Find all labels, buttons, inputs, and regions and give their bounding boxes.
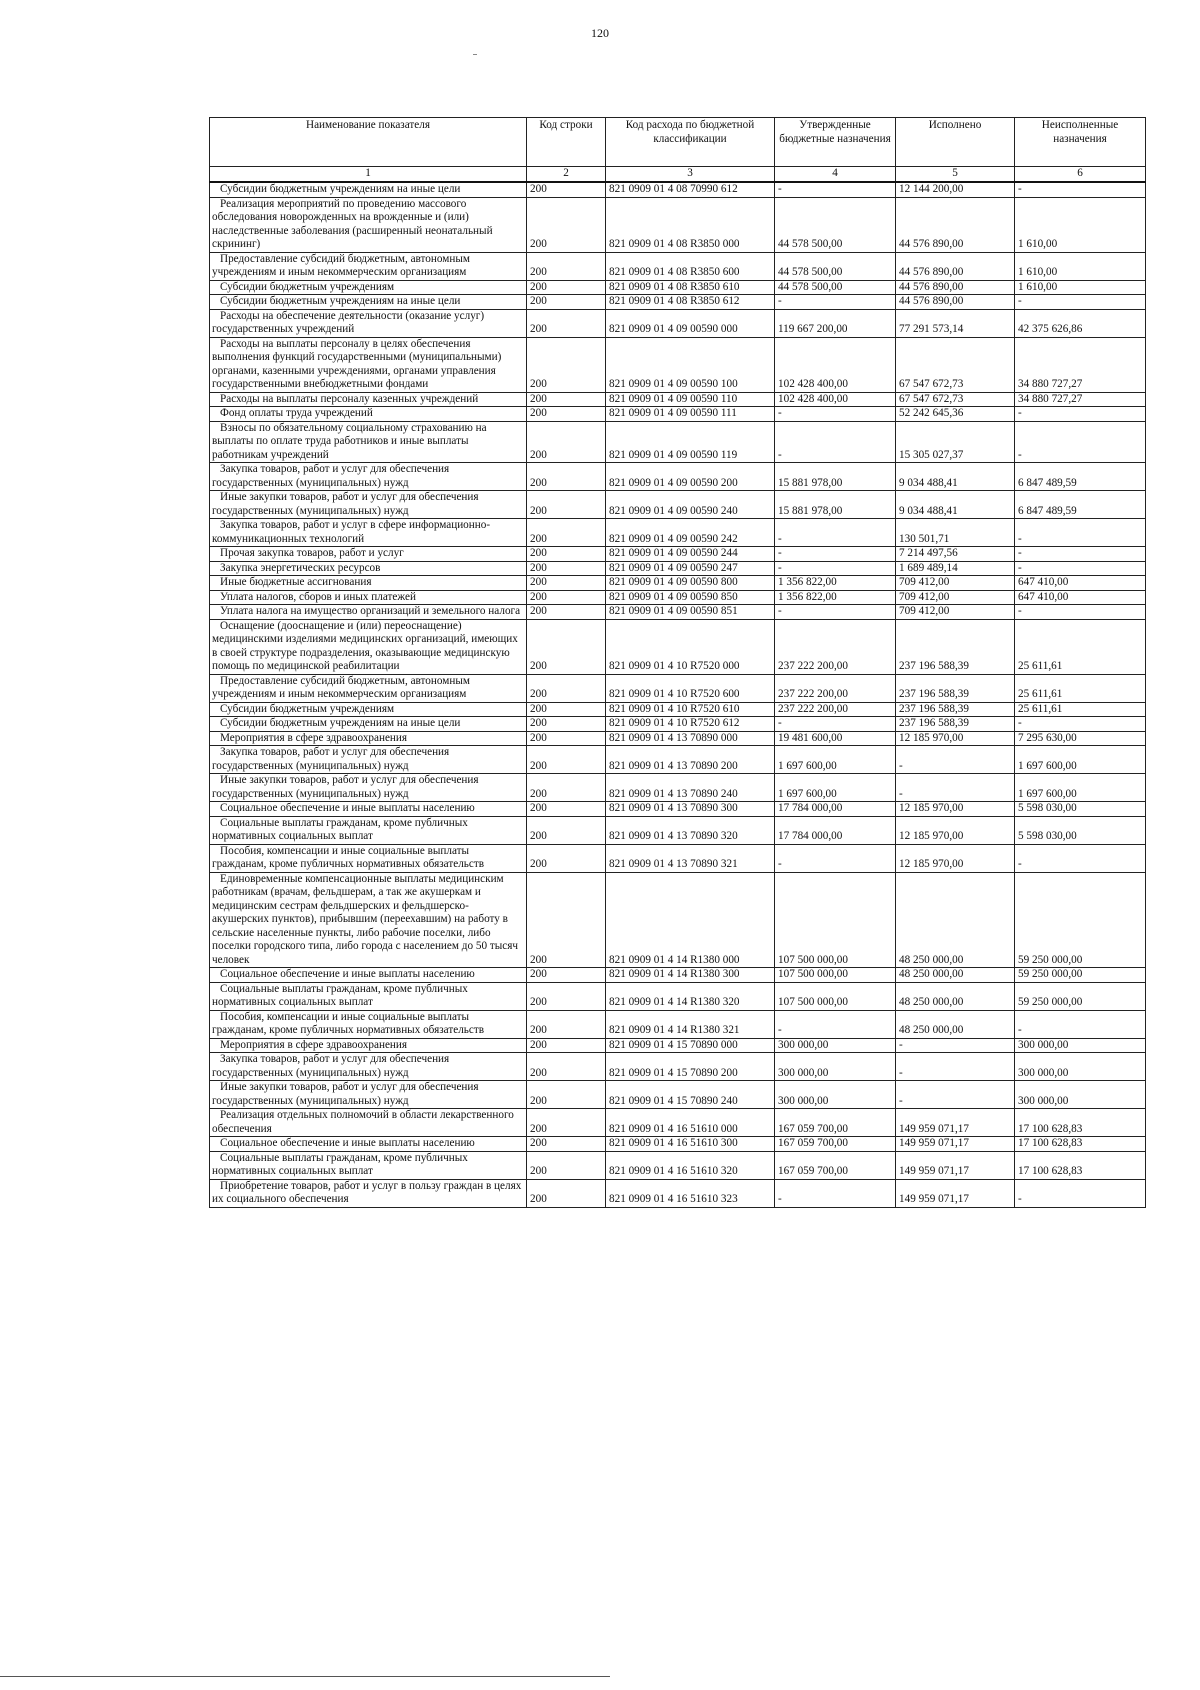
line-code-cell: 200	[527, 252, 606, 280]
executed-cell: 1 689 489,14	[896, 561, 1015, 576]
unexecuted-cell: 5 598 030,00	[1015, 816, 1146, 844]
line-code-cell: 200	[527, 1038, 606, 1053]
unexecuted-cell: 25 611,61	[1015, 702, 1146, 717]
expense-code-cell: 821 0909 01 4 09 00590 850	[606, 590, 775, 605]
line-code-cell: 200	[527, 519, 606, 547]
line-code-cell: 200	[527, 1053, 606, 1081]
table-row	[210, 717, 1146, 732]
approved-cell: -	[775, 717, 896, 732]
approved-cell: 237 222 200,00	[775, 674, 896, 702]
expense-code-cell: 821 0909 01 4 13 70890 321	[606, 844, 775, 872]
line-code-cell: 200	[527, 702, 606, 717]
expense-code-cell: 821 0909 01 4 15 70890 240	[606, 1081, 775, 1109]
table-row	[210, 605, 1146, 620]
indicator-name-cell: Предоставление субсидий бюджетным, автономным учреждениям и иным некоммерческим организациям	[210, 252, 527, 280]
unexecuted-cell: 17 100 628,83	[1015, 1137, 1146, 1152]
executed-cell: 67 547 672,73	[896, 392, 1015, 407]
approved-cell: 1 697 600,00	[775, 774, 896, 802]
approved-cell: 119 667 200,00	[775, 309, 896, 337]
table-row	[210, 1151, 1146, 1179]
table-row	[210, 519, 1146, 547]
expense-code-cell: 821 0909 01 4 09 00590 100	[606, 337, 775, 392]
table-row	[210, 407, 1146, 422]
executed-cell: 149 959 071,17	[896, 1109, 1015, 1137]
column-number: 6	[1015, 167, 1146, 183]
executed-cell: -	[896, 746, 1015, 774]
expense-code-cell: 821 0909 01 4 10 R7520 612	[606, 717, 775, 732]
indicator-name-cell: Закупка товаров, работ и услуг в сфере информационно-коммуникационных технологий	[210, 519, 527, 547]
executed-cell: 149 959 071,17	[896, 1137, 1015, 1152]
table-row	[210, 816, 1146, 844]
line-code-cell: 200	[527, 421, 606, 463]
approved-cell: 167 059 700,00	[775, 1151, 896, 1179]
indicator-name-cell: Иные закупки товаров, работ и услуг для обеспечения государственных (муниципальных) нужд	[210, 1081, 527, 1109]
approved-cell: 237 222 200,00	[775, 619, 896, 674]
approved-cell: 17 784 000,00	[775, 816, 896, 844]
column-number: 4	[775, 167, 896, 183]
line-code-cell: 200	[527, 337, 606, 392]
approved-cell: 300 000,00	[775, 1053, 896, 1081]
unexecuted-cell: 300 000,00	[1015, 1038, 1146, 1053]
indicator-name-cell: Социальные выплаты гражданам, кроме публичных нормативных социальных выплат	[210, 1151, 527, 1179]
table-row	[210, 392, 1146, 407]
expense-code-cell: 821 0909 01 4 08 70990 612	[606, 182, 775, 197]
line-code-cell: 200	[527, 717, 606, 732]
indicator-name-cell: Закупка товаров, работ и услуг для обеспечения государственных (муниципальных) нужд	[210, 1053, 527, 1081]
expense-code-cell: 821 0909 01 4 10 R7520 600	[606, 674, 775, 702]
indicator-name-cell: Мероприятия в сфере здравоохранения	[210, 1038, 527, 1053]
executed-cell: 7 214 497,56	[896, 547, 1015, 562]
expense-code-cell: 821 0909 01 4 10 R7520 000	[606, 619, 775, 674]
scan-mark	[473, 54, 477, 55]
unexecuted-cell: -	[1015, 561, 1146, 576]
line-code-cell: 200	[527, 774, 606, 802]
unexecuted-cell: -	[1015, 1010, 1146, 1038]
indicator-name-cell: Пособия, компенсации и иные социальные выплаты гражданам, кроме публичных нормативных обязательств	[210, 1010, 527, 1038]
executed-cell: 48 250 000,00	[896, 872, 1015, 968]
approved-cell: -	[775, 295, 896, 310]
expense-code-cell: 821 0909 01 4 13 70890 300	[606, 802, 775, 817]
table-row	[210, 674, 1146, 702]
approved-cell: 102 428 400,00	[775, 337, 896, 392]
line-code-cell: 200	[527, 844, 606, 872]
column-number: 1	[210, 167, 527, 183]
line-code-cell: 200	[527, 392, 606, 407]
unexecuted-cell: 7 295 630,00	[1015, 731, 1146, 746]
indicator-name-cell: Приобретение товаров, работ и услуг в пользу граждан в целях их социального обеспечения	[210, 1179, 527, 1207]
bottom-rule	[0, 1676, 610, 1677]
line-code-cell: 200	[527, 674, 606, 702]
expense-code-cell: 821 0909 01 4 09 00590 119	[606, 421, 775, 463]
unexecuted-cell: -	[1015, 182, 1146, 197]
line-code-cell: 200	[527, 463, 606, 491]
table-row	[210, 309, 1146, 337]
table-row	[210, 982, 1146, 1010]
executed-cell: 12 185 970,00	[896, 844, 1015, 872]
expense-code-cell: 821 0909 01 4 09 00590 247	[606, 561, 775, 576]
indicator-name-cell: Закупка энергетических ресурсов	[210, 561, 527, 576]
expense-code-cell: 821 0909 01 4 08 R3850 610	[606, 280, 775, 295]
unexecuted-cell: 6 847 489,59	[1015, 491, 1146, 519]
executed-cell: 237 196 588,39	[896, 717, 1015, 732]
table-row	[210, 1010, 1146, 1038]
unexecuted-cell: -	[1015, 407, 1146, 422]
line-code-cell: 200	[527, 491, 606, 519]
unexecuted-cell: 1 610,00	[1015, 280, 1146, 295]
indicator-name-cell: Субсидии бюджетным учреждениям на иные цели	[210, 295, 527, 310]
expense-code-cell: 821 0909 01 4 16 51610 300	[606, 1137, 775, 1152]
expense-code-cell: 821 0909 01 4 09 00590 244	[606, 547, 775, 562]
expense-code-cell: 821 0909 01 4 14 R1380 321	[606, 1010, 775, 1038]
unexecuted-cell: -	[1015, 1179, 1146, 1207]
unexecuted-cell: 59 250 000,00	[1015, 982, 1146, 1010]
table-row	[210, 844, 1146, 872]
expense-code-cell: 821 0909 01 4 15 70890 200	[606, 1053, 775, 1081]
indicator-name-cell: Социальные выплаты гражданам, кроме публичных нормативных социальных выплат	[210, 982, 527, 1010]
table-row	[210, 802, 1146, 817]
approved-cell: 102 428 400,00	[775, 392, 896, 407]
indicator-name-cell: Прочая закупка товаров, работ и услуг	[210, 547, 527, 562]
executed-cell: 67 547 672,73	[896, 337, 1015, 392]
unexecuted-cell: 300 000,00	[1015, 1081, 1146, 1109]
line-code-cell: 200	[527, 1109, 606, 1137]
header-unexecuted: Неисполненные назначения	[1015, 118, 1146, 167]
approved-cell: -	[775, 1010, 896, 1038]
approved-cell: 107 500 000,00	[775, 982, 896, 1010]
indicator-name-cell: Расходы на выплаты персоналу в целях обеспечения выполнения функций государственными (муниципальными) органами, казенными учреждениями, органами управления государственными внебюджетными фондами	[210, 337, 527, 392]
table-row	[210, 421, 1146, 463]
table-row	[210, 576, 1146, 591]
unexecuted-cell: 34 880 727,27	[1015, 392, 1146, 407]
line-code-cell: 200	[527, 968, 606, 983]
indicator-name-cell: Взносы по обязательному социальному страхованию на выплаты по оплате труда работников и иные выплаты работникам учреждений	[210, 421, 527, 463]
indicator-name-cell: Реализация отдельных полномочий в области лекарственного обеспечения	[210, 1109, 527, 1137]
column-number: 5	[896, 167, 1015, 183]
executed-cell: 12 185 970,00	[896, 802, 1015, 817]
header-line-code: Код строки	[527, 118, 606, 167]
executed-cell: 48 250 000,00	[896, 982, 1015, 1010]
expense-code-cell: 821 0909 01 4 09 00590 110	[606, 392, 775, 407]
header-row	[210, 118, 1146, 167]
column-number: 2	[527, 167, 606, 183]
executed-cell: -	[896, 1081, 1015, 1109]
expense-code-cell: 821 0909 01 4 08 R3850 600	[606, 252, 775, 280]
line-code-cell: 200	[527, 872, 606, 968]
executed-cell: 9 034 488,41	[896, 463, 1015, 491]
executed-cell: -	[896, 1038, 1015, 1053]
approved-cell: -	[775, 182, 896, 197]
unexecuted-cell: 42 375 626,86	[1015, 309, 1146, 337]
table-row	[210, 1081, 1146, 1109]
header-approved: Утвержденные бюджетные назначения	[775, 118, 896, 167]
table-row	[210, 774, 1146, 802]
line-code-cell: 200	[527, 547, 606, 562]
executed-cell: 48 250 000,00	[896, 968, 1015, 983]
expense-code-cell: 821 0909 01 4 16 51610 320	[606, 1151, 775, 1179]
indicator-name-cell: Пособия, компенсации и иные социальные выплаты гражданам, кроме публичных нормативных обязательств	[210, 844, 527, 872]
expense-code-cell: 821 0909 01 4 13 70890 000	[606, 731, 775, 746]
executed-cell: 130 501,71	[896, 519, 1015, 547]
line-code-cell: 200	[527, 309, 606, 337]
line-code-cell: 200	[527, 280, 606, 295]
indicator-name-cell: Фонд оплаты труда учреждений	[210, 407, 527, 422]
indicator-name-cell: Реализация мероприятий по проведению массового обследования новорожденных на врожденные и (или) наследственные заболевания (расширенный неонатальный скрининг)	[210, 197, 527, 252]
table-row	[210, 1109, 1146, 1137]
executed-cell: 44 576 890,00	[896, 280, 1015, 295]
approved-cell: 44 578 500,00	[775, 197, 896, 252]
approved-cell: -	[775, 561, 896, 576]
line-code-cell: 200	[527, 605, 606, 620]
approved-cell: 300 000,00	[775, 1081, 896, 1109]
approved-cell: -	[775, 519, 896, 547]
unexecuted-cell: 17 100 628,83	[1015, 1109, 1146, 1137]
unexecuted-cell: 59 250 000,00	[1015, 872, 1146, 968]
expense-code-cell: 821 0909 01 4 09 00590 111	[606, 407, 775, 422]
expense-code-cell: 821 0909 01 4 09 00590 800	[606, 576, 775, 591]
table-row	[210, 1038, 1146, 1053]
table-row	[210, 619, 1146, 674]
table-row	[210, 968, 1146, 983]
header-executed: Исполнено	[896, 118, 1015, 167]
unexecuted-cell: 647 410,00	[1015, 576, 1146, 591]
indicator-name-cell: Субсидии бюджетным учреждениям на иные цели	[210, 182, 527, 197]
expense-code-cell: 821 0909 01 4 09 00590 240	[606, 491, 775, 519]
unexecuted-cell: 17 100 628,83	[1015, 1151, 1146, 1179]
line-code-cell: 200	[527, 182, 606, 197]
approved-cell: 300 000,00	[775, 1038, 896, 1053]
table-row	[210, 561, 1146, 576]
executed-cell: 12 185 970,00	[896, 816, 1015, 844]
page-number: 120	[591, 26, 609, 40]
unexecuted-cell: 1 610,00	[1015, 252, 1146, 280]
executed-cell: 12 144 200,00	[896, 182, 1015, 197]
approved-cell: -	[775, 407, 896, 422]
table-row	[210, 295, 1146, 310]
indicator-name-cell: Уплата налога на имущество организаций и земельного налога	[210, 605, 527, 620]
approved-cell: 15 881 978,00	[775, 463, 896, 491]
approved-cell: 44 578 500,00	[775, 280, 896, 295]
executed-cell: 709 412,00	[896, 590, 1015, 605]
unexecuted-cell: -	[1015, 844, 1146, 872]
executed-cell: 9 034 488,41	[896, 491, 1015, 519]
indicator-name-cell: Расходы на выплаты персоналу казенных учреждений	[210, 392, 527, 407]
executed-cell: 15 305 027,37	[896, 421, 1015, 463]
unexecuted-cell: 1 697 600,00	[1015, 746, 1146, 774]
approved-cell: 167 059 700,00	[775, 1109, 896, 1137]
indicator-name-cell: Субсидии бюджетным учреждениям на иные цели	[210, 717, 527, 732]
executed-cell: 44 576 890,00	[896, 197, 1015, 252]
line-code-cell: 200	[527, 816, 606, 844]
unexecuted-cell: 1 610,00	[1015, 197, 1146, 252]
budget-execution-table	[209, 117, 1146, 1208]
table-row	[210, 252, 1146, 280]
expense-code-cell: 821 0909 01 4 14 R1380 000	[606, 872, 775, 968]
unexecuted-cell: 300 000,00	[1015, 1053, 1146, 1081]
approved-cell: 237 222 200,00	[775, 702, 896, 717]
executed-cell: 44 576 890,00	[896, 252, 1015, 280]
line-code-cell: 200	[527, 590, 606, 605]
indicator-name-cell: Социальные выплаты гражданам, кроме публичных нормативных социальных выплат	[210, 816, 527, 844]
table-row	[210, 746, 1146, 774]
approved-cell: 15 881 978,00	[775, 491, 896, 519]
indicator-name-cell: Единовременные компенсационные выплаты медицинским работникам (врачам, фельдшерам, а так же акушеркам и медицинским сестрам фельдшерских и фельдшерско-акушерских пунктов), прибывшим (переехавшим) на работу в сельские населенные пункты, либо рабочие поселки, либо поселки городского типа, либо города с населением до 50 тысяч человек	[210, 872, 527, 968]
executed-cell: 237 196 588,39	[896, 674, 1015, 702]
line-code-cell: 200	[527, 295, 606, 310]
expense-code-cell: 821 0909 01 4 10 R7520 610	[606, 702, 775, 717]
approved-cell: -	[775, 1179, 896, 1207]
indicator-name-cell: Закупка товаров, работ и услуг для обеспечения государственных (муниципальных) нужд	[210, 746, 527, 774]
table-header	[210, 118, 1146, 183]
table-row	[210, 1053, 1146, 1081]
line-code-cell: 200	[527, 561, 606, 576]
unexecuted-cell: 5 598 030,00	[1015, 802, 1146, 817]
expense-code-cell: 821 0909 01 4 08 R3850 612	[606, 295, 775, 310]
indicator-name-cell: Иные закупки товаров, работ и услуг для обеспечения государственных (муниципальных) нужд	[210, 774, 527, 802]
expense-code-cell: 821 0909 01 4 14 R1380 320	[606, 982, 775, 1010]
approved-cell: 44 578 500,00	[775, 252, 896, 280]
expense-code-cell: 821 0909 01 4 09 00590 851	[606, 605, 775, 620]
expense-code-cell: 821 0909 01 4 13 70890 320	[606, 816, 775, 844]
table-row	[210, 280, 1146, 295]
table-row	[210, 491, 1146, 519]
expense-code-cell: 821 0909 01 4 16 51610 323	[606, 1179, 775, 1207]
executed-cell: -	[896, 774, 1015, 802]
line-code-cell: 200	[527, 619, 606, 674]
table-row	[210, 337, 1146, 392]
indicator-name-cell: Социальное обеспечение и иные выплаты населению	[210, 1137, 527, 1152]
approved-cell: 1 356 822,00	[775, 590, 896, 605]
expense-code-cell: 821 0909 01 4 16 51610 000	[606, 1109, 775, 1137]
indicator-name-cell: Субсидии бюджетным учреждениям	[210, 280, 527, 295]
executed-cell: 709 412,00	[896, 576, 1015, 591]
unexecuted-cell: -	[1015, 295, 1146, 310]
executed-cell: 237 196 588,39	[896, 702, 1015, 717]
executed-cell: 52 242 645,36	[896, 407, 1015, 422]
column-number-row	[210, 167, 1146, 183]
executed-cell: 77 291 573,14	[896, 309, 1015, 337]
header-indicator-name: Наименование показателя	[210, 118, 527, 167]
approved-cell: 107 500 000,00	[775, 968, 896, 983]
unexecuted-cell: -	[1015, 519, 1146, 547]
indicator-name-cell: Субсидии бюджетным учреждениям	[210, 702, 527, 717]
line-code-cell: 200	[527, 802, 606, 817]
expense-code-cell: 821 0909 01 4 09 00590 242	[606, 519, 775, 547]
executed-cell: 237 196 588,39	[896, 619, 1015, 674]
table-body	[210, 182, 1146, 1207]
table-row	[210, 547, 1146, 562]
indicator-name-cell: Расходы на обеспечение деятельности (оказание услуг) государственных учреждений	[210, 309, 527, 337]
unexecuted-cell: 34 880 727,27	[1015, 337, 1146, 392]
expense-code-cell: 821 0909 01 4 13 70890 240	[606, 774, 775, 802]
unexecuted-cell: -	[1015, 717, 1146, 732]
column-number: 3	[606, 167, 775, 183]
line-code-cell: 200	[527, 1010, 606, 1038]
approved-cell: 107 500 000,00	[775, 872, 896, 968]
unexecuted-cell: -	[1015, 421, 1146, 463]
approved-cell: 19 481 600,00	[775, 731, 896, 746]
approved-cell: -	[775, 605, 896, 620]
expense-code-cell: 821 0909 01 4 14 R1380 300	[606, 968, 775, 983]
line-code-cell: 200	[527, 576, 606, 591]
line-code-cell: 200	[527, 1179, 606, 1207]
line-code-cell: 200	[527, 407, 606, 422]
executed-cell: 12 185 970,00	[896, 731, 1015, 746]
indicator-name-cell: Предоставление субсидий бюджетным, автономным учреждениям и иным некоммерческим организациям	[210, 674, 527, 702]
line-code-cell: 200	[527, 746, 606, 774]
indicator-name-cell: Закупка товаров, работ и услуг для обеспечения государственных (муниципальных) нужд	[210, 463, 527, 491]
executed-cell: 149 959 071,17	[896, 1151, 1015, 1179]
unexecuted-cell: 25 611,61	[1015, 619, 1146, 674]
expense-code-cell: 821 0909 01 4 09 00590 200	[606, 463, 775, 491]
unexecuted-cell: 1 697 600,00	[1015, 774, 1146, 802]
line-code-cell: 200	[527, 731, 606, 746]
expense-code-cell: 821 0909 01 4 15 70890 000	[606, 1038, 775, 1053]
approved-cell: -	[775, 844, 896, 872]
expense-code-cell: 821 0909 01 4 09 00590 000	[606, 309, 775, 337]
line-code-cell: 200	[527, 1081, 606, 1109]
line-code-cell: 200	[527, 982, 606, 1010]
executed-cell: 48 250 000,00	[896, 1010, 1015, 1038]
table-row	[210, 1179, 1146, 1207]
line-code-cell: 200	[527, 1137, 606, 1152]
unexecuted-cell: -	[1015, 605, 1146, 620]
line-code-cell: 200	[527, 197, 606, 252]
executed-cell: 709 412,00	[896, 605, 1015, 620]
table-row	[210, 197, 1146, 252]
approved-cell: -	[775, 421, 896, 463]
approved-cell: 17 784 000,00	[775, 802, 896, 817]
indicator-name-cell: Иные закупки товаров, работ и услуг для обеспечения государственных (муниципальных) нужд	[210, 491, 527, 519]
executed-cell: -	[896, 1053, 1015, 1081]
indicator-name-cell: Уплата налогов, сборов и иных платежей	[210, 590, 527, 605]
table-row	[210, 590, 1146, 605]
table-row	[210, 182, 1146, 197]
table-row	[210, 1137, 1146, 1152]
approved-cell: 167 059 700,00	[775, 1137, 896, 1152]
indicator-name-cell: Оснащение (дооснащение и (или) переоснащение) медицинскими изделиями медицинских организаций, имеющих в своей структуре подразделения, оказывающие медицинскую помощь по медицинской реабилитации	[210, 619, 527, 674]
expense-code-cell: 821 0909 01 4 13 70890 200	[606, 746, 775, 774]
indicator-name-cell: Социальное обеспечение и иные выплаты населению	[210, 802, 527, 817]
approved-cell: -	[775, 547, 896, 562]
line-code-cell: 200	[527, 1151, 606, 1179]
unexecuted-cell: 59 250 000,00	[1015, 968, 1146, 983]
indicator-name-cell: Социальное обеспечение и иные выплаты населению	[210, 968, 527, 983]
indicator-name-cell: Иные бюджетные ассигнования	[210, 576, 527, 591]
unexecuted-cell: 25 611,61	[1015, 674, 1146, 702]
executed-cell: 149 959 071,17	[896, 1179, 1015, 1207]
table-row	[210, 731, 1146, 746]
unexecuted-cell: -	[1015, 547, 1146, 562]
indicator-name-cell: Мероприятия в сфере здравоохранения	[210, 731, 527, 746]
table-row	[210, 872, 1146, 968]
approved-cell: 1 356 822,00	[775, 576, 896, 591]
expense-code-cell: 821 0909 01 4 08 R3850 000	[606, 197, 775, 252]
header-expense-code: Код расхода по бюджетной классификации	[606, 118, 775, 167]
approved-cell: 1 697 600,00	[775, 746, 896, 774]
table-row	[210, 463, 1146, 491]
executed-cell: 44 576 890,00	[896, 295, 1015, 310]
unexecuted-cell: 647 410,00	[1015, 590, 1146, 605]
table-row	[210, 702, 1146, 717]
unexecuted-cell: 6 847 489,59	[1015, 463, 1146, 491]
